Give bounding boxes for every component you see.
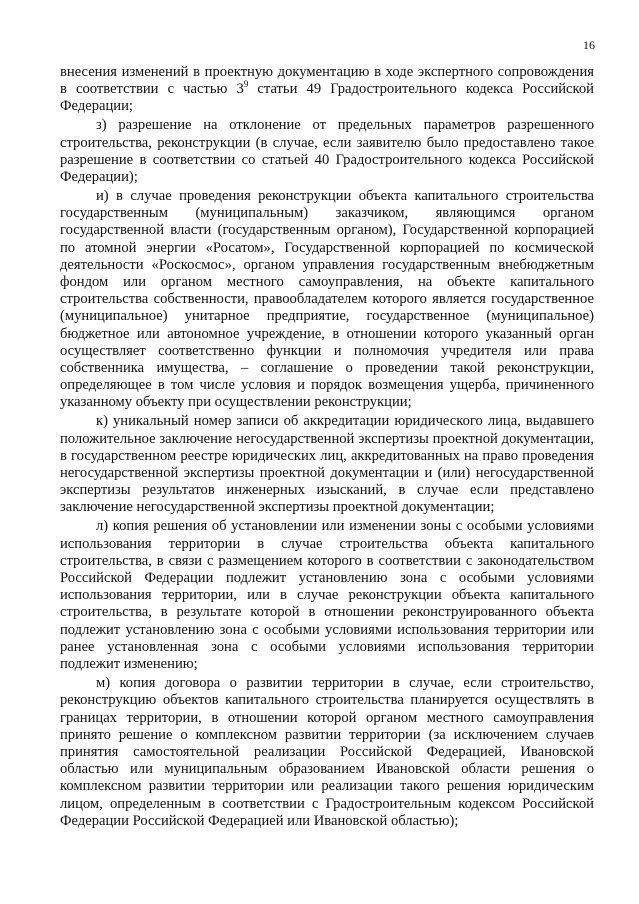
paragraph-text-part: статьи 49 Градостроительного кодекса Российской Федерации; [60,81,594,115]
page-number: 16 [583,38,595,52]
paragraph-k: к) уникальный номер записи об аккредитации юридического лица, выдавшего положительное заключение негосударственной экспертизы проектной документации, в государственном реестре юридических лиц, аккредитованных на право проведения негосударственной экспертизы проектной документации и (или) негосударственной экспертизы результатов инженерных изысканий, в случае если представлено заключение негосударственной экспертизы проектной документации; [60,413,594,516]
paragraph-m: м) копия договора о развитии территории в случае, если строительство, реконструкцию объектов капитального строительства планируется осуществлять в границах территории, в отношении которой органом местного самоуправления принято решение о комплексном развитии территории (за исключением случаев принятия самостоятельной реализации Российской Федерацией, Ивановской областью или муниципальным образованием Ивановской области решения о комплексном развитии территории или реализации такого решения юридическим лицом, определенным в соответствии с Градостроительным кодексом Российской Федерации Российской Федерацией или Ивановской областью); [60,675,594,829]
paragraph-z: з) разрешение на отклонение от предельных параметров разрешенного строительства, реконструкции (в случае, если заявителю было предоставлено такое разрешение в соответствии со статьей 40 Градостроительного кодекса Российской Федерации); [60,117,594,186]
paragraph-l: л) копия решения об установлении или изменении зоны с особыми условиями использования территории в случае строительства объекта капитального строительства, в связи с размещением которого в соответствии с законодательством Российской Федерации подлежит установлению зона с особыми условиями использования территории, или в случае реконструкции объекта капитального строительства, в результате которой в отношении реконструированного объекта подлежит установлению зона с особыми условиями использования территории или ранее установленная зона с особыми условиями использования территории подлежит изменению; [60,518,594,673]
document-body [60,64,594,832]
superscript-number: 9 [243,79,249,90]
paragraph-i: и) в случае проведения реконструкции объекта капитального строительства государственным (муниципальным) заказчиком, являющимся органом государственной власти (государственным органом), Государственной корпорацией по атомной энергии «Росатом», Государственной корпорацией по космической деятельности «Роскосмос», органом управления государственным внебюджетным фондом или органом местного самоуправления, на объекте капитального строительства собственности, правообладателем которого является государственное (муниципальное) унитарное предприятие, государственное (муниципальное) бюджетное или автономное учреждение, в отношении которого указанный орган осуществляет соответственно функции и полномочия учредителя или права собственника имущества, – соглашение о проведении такой реконструкции, определяющее в том числе условия и порядок возмещения ущерба, причиненного указанному объекту при осуществлении реконструкции; [60,188,594,411]
paragraph-text-part: внесения изменений в проектную документацию в ходе экспертного сопровождения в соответствии с частью 3 [60,64,594,98]
paragraph-continuation [60,64,594,116]
